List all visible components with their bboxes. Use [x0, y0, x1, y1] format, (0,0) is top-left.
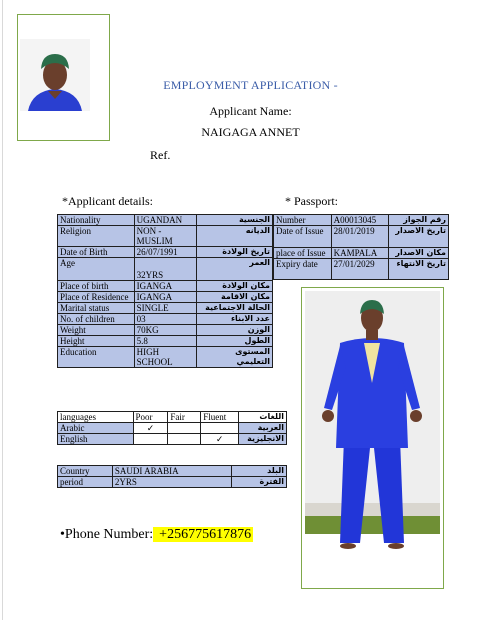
table-row: Height 5.8 الطول	[58, 336, 273, 347]
table-row: place of Issue KAMPALA مكان الاصدار	[274, 248, 449, 259]
page-margin-line	[2, 0, 3, 620]
full-body-photo-frame	[301, 287, 444, 589]
table-row: Place of Residence IGANGA مكان الاقامة	[58, 292, 273, 303]
table-row: Date of Birth 26/07/1991 تاريخ الولادة	[58, 247, 273, 258]
table-row: period 2YRS الفترة	[58, 477, 287, 488]
phone-label: •Phone Number:	[60, 527, 154, 542]
table-row: Expiry date 27/01/2029 تاريخ الانتهاء	[274, 259, 449, 280]
table-row: Marital status SINGLE الحالة الاجتماعية	[58, 303, 273, 314]
table-row: Education HIGH SCHOOL المستوى التعليمي	[58, 347, 273, 368]
full-body-photo	[302, 288, 443, 588]
languages-table	[57, 411, 287, 445]
portrait-photo	[20, 39, 90, 111]
passport-heading: * Passport:	[285, 194, 339, 208]
table-row: Place of birth IGANGA مكان الولادة	[58, 281, 273, 292]
phone-number-line	[60, 527, 253, 543]
table-row: No. of children 03 عدد الابناء	[58, 314, 273, 325]
table-row: Religion NON - MUSLIM الديانه	[58, 226, 273, 247]
phone-number: +256775617876	[153, 527, 253, 542]
table-row: Date of Issue 28/01/2019 تاريخ الاصدار	[274, 226, 449, 248]
table-row: Arabic ✓ العربية	[58, 423, 287, 434]
form-title: EMPLOYMENT APPLICATION -	[163, 78, 338, 92]
table-row: Nationality UGANDAN الجنسية	[58, 215, 273, 226]
applicant-name: NAIGAGA ANNET	[201, 125, 300, 139]
experience-table	[57, 465, 287, 488]
ref-label: Ref.	[150, 148, 171, 162]
table-row: Weight 70KG الوزن	[58, 325, 273, 336]
applicant-details-table	[57, 214, 273, 368]
table-row: Number A00013045 رقم الجواز	[274, 215, 449, 226]
applicant-name-label: Applicant Name:	[209, 104, 292, 118]
table-row: languages Poor Fair Fluent اللغات	[58, 412, 287, 423]
table-row: English ✓ الانجليزية	[58, 434, 287, 445]
passport-table	[273, 214, 449, 280]
table-row: Age 32YRS العمر	[58, 258, 273, 281]
applicant-details-heading: *Applicant details:	[62, 194, 153, 208]
table-row: Country SAUDI ARABIA البلد	[58, 466, 287, 477]
